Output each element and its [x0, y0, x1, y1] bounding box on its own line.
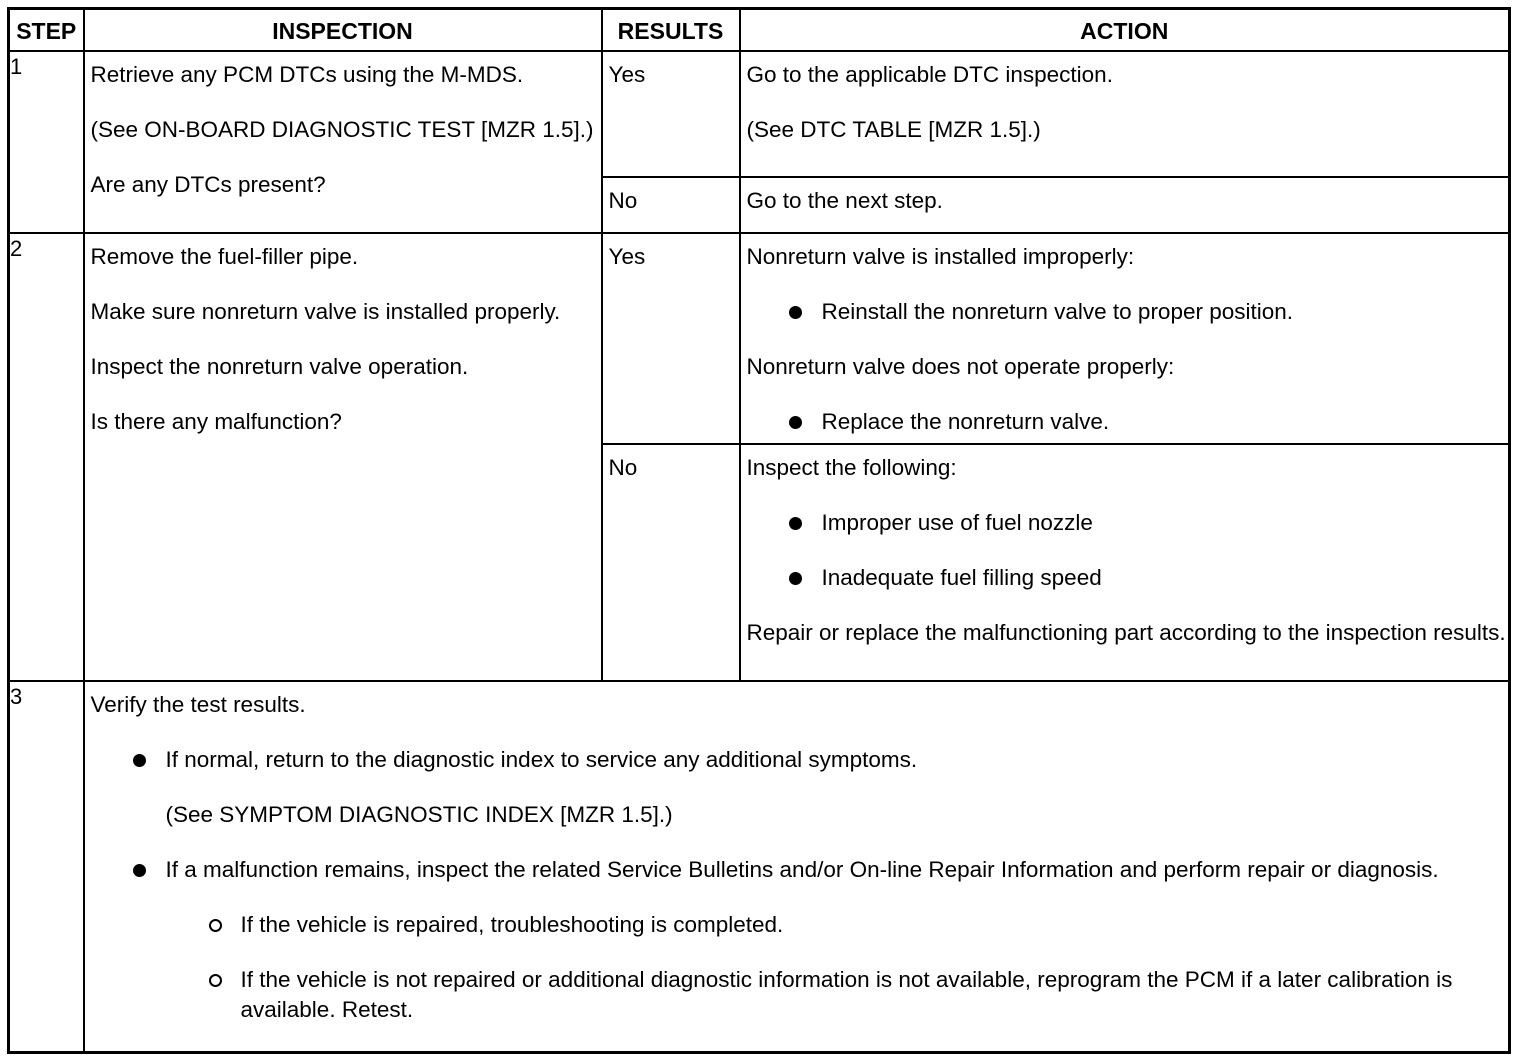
step3-intro: Verify the test results.	[90, 692, 306, 717]
step1-number: 1	[9, 51, 84, 233]
bullet-icon	[789, 572, 802, 585]
step1-action-yes	[740, 51, 1510, 177]
step2-number: 2	[9, 233, 84, 681]
step1-action-no: Go to the next step.	[740, 177, 1510, 233]
step1-row-yes	[9, 51, 1510, 177]
step2-row-yes	[9, 233, 1510, 444]
step3-sub-bullets	[166, 910, 1503, 1025]
step2-inspection	[84, 233, 602, 681]
bullet-icon	[789, 517, 802, 530]
header-row	[9, 9, 1510, 52]
list-item: Inadequate fuel filling speed	[822, 563, 1507, 593]
step2-inspection-line: Remove the fuel-filler pipe.	[90, 244, 359, 269]
step2-action-yes	[740, 233, 1510, 444]
step3-bullet1-note: (See SYMPTOM DIAGNOSTIC INDEX [MZR 1.5].)	[165, 802, 673, 827]
header-inspection: INSPECTION	[84, 9, 602, 52]
step2-action-line: Repair or replace the malfunctioning part according to the inspection results.	[746, 620, 1506, 645]
header-results: RESULTS	[602, 9, 740, 52]
list-item: If the vehicle is repaired, troubleshooting is completed.	[241, 910, 1503, 940]
step2-result-no: No	[602, 444, 740, 681]
step1-result-yes: Yes	[602, 51, 740, 177]
step2-inspection-line: Make sure nonreturn valve is installed properly.	[90, 299, 561, 324]
list-item: Improper use of fuel nozzle	[822, 508, 1507, 538]
step2-action-line: Nonreturn valve is installed improperly:	[746, 244, 1135, 269]
step3-bullets	[91, 745, 1503, 1025]
hollow-bullet-icon	[209, 974, 222, 987]
step1-inspection-line: Retrieve any PCM DTCs using the M-MDS.	[90, 62, 524, 87]
bullet-icon	[133, 864, 146, 877]
step3-number: 3	[9, 681, 84, 1053]
list-item: If a malfunction remains, inspect the related Service Bulletins and/or On-line Repair Information and perform repair or diagnosis. If the vehicle is repaired, troubleshooting is completed. If the vehicle is not repaired or additional diagnostic information is not available, reprogram the PCM if a later calibration is available. Retest.	[166, 855, 1503, 1025]
step2-inspection-line: Inspect the nonreturn valve operation.	[90, 354, 469, 379]
header-step: STEP	[9, 9, 84, 52]
diagnostic-table	[7, 7, 1511, 1054]
step2-yes-bullets	[747, 297, 1503, 327]
step2-result-yes: Yes	[602, 233, 740, 444]
bullet-icon	[133, 754, 146, 767]
step2-action-line: Nonreturn valve does not operate properly:	[746, 354, 1175, 379]
step1-result-no: No	[602, 177, 740, 233]
bullet-icon	[789, 416, 802, 429]
hollow-bullet-icon	[209, 919, 222, 932]
header-action: ACTION	[740, 9, 1510, 52]
step1-action-ref: (See DTC TABLE [MZR 1.5].)	[746, 117, 1041, 142]
step1-inspection-line: (See ON-BOARD DIAGNOSTIC TEST [MZR 1.5].)	[90, 117, 594, 142]
step1-inspection	[84, 51, 602, 233]
list-item: If normal, return to the diagnostic index to service any additional symptoms. (See SYMPTOM DIAGNOSTIC INDEX [MZR 1.5].)	[166, 745, 1503, 830]
step3-content	[84, 681, 1510, 1053]
step2-inspection-question: Is there any malfunction?	[90, 409, 342, 434]
step2-no-bullets	[747, 508, 1507, 593]
list-item: If the vehicle is not repaired or additional diagnostic information is not available, reprogram the PCM if a later calibration is available. Retest.	[241, 965, 1503, 1025]
step1-inspection-question: Are any DTCs present?	[90, 172, 326, 197]
list-item: Reinstall the nonreturn valve to proper position.	[822, 297, 1503, 327]
step2-yes-bullets	[747, 407, 1503, 437]
step2-action-line: Inspect the following:	[746, 455, 957, 480]
bullet-icon	[789, 306, 802, 319]
list-item: Replace the nonreturn valve.	[822, 407, 1503, 437]
step2-action-no	[740, 444, 1510, 681]
step1-action-line: Go to the applicable DTC inspection.	[746, 62, 1113, 87]
step3-row	[9, 681, 1510, 1053]
